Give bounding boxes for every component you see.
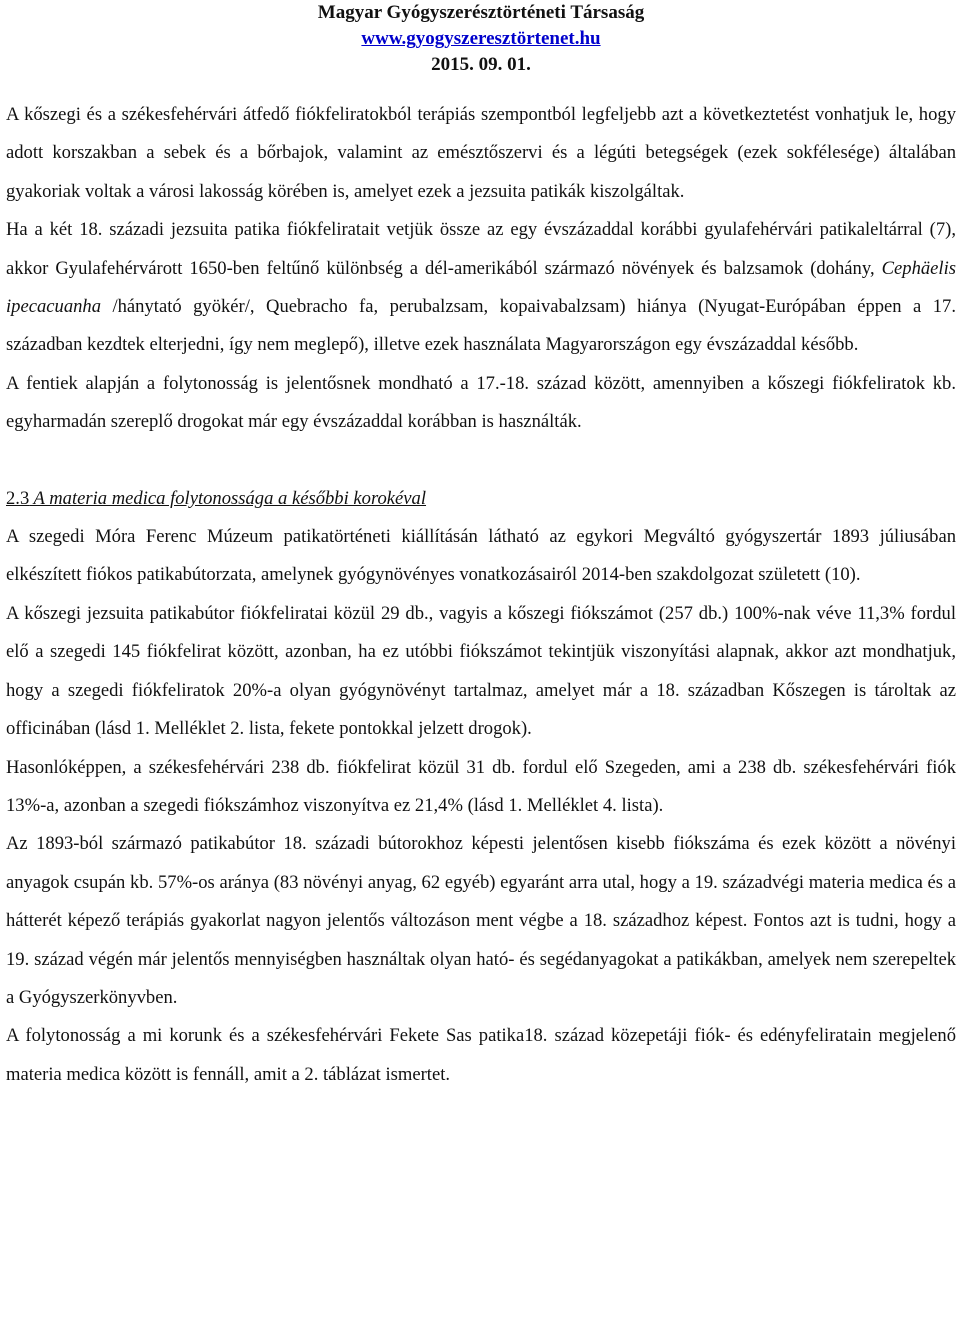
species-name: Cephäelis ipecacuanha [6,257,956,318]
paragraph [6,211,956,365]
page-header [6,0,956,78]
organization-name: Magyar Gyógyszerésztörténeti Társaság [317,2,645,23]
paragraph: Hasonlóképpen, a székesfehérvári 238 db. fiókfelirat közül 31 db. fordul elő Szegeden, ami a 238 db. székesfehérvári fiók 13%-a, azonban a szegedi fiókszámhoz viszonyítva ez 21,4% (lásd 1. Melléklet 4. lista). [6,756,956,816]
section-title: A materia medica folytonossága a későbbi korokéval [29,487,427,509]
paragraph: Az 1893-ból származó patikabútor 18. századi bútorokhoz képesti jelentősen kisebb fiókszáma és ezek között a növényi anyagok csupán kb. 57%-os aránya (83 növényi anyag, 62 egyéb) egyaránt arra utal, hogy a 19. századvégi materia medica és a hátterét képező terápiás gyakorlat nagyon jelentős változáson ment végbe a 18. századhoz képest. Fontos azt is tudni, hogy a 19. század végén már jelentős mennyiségben használtak olyan ható- és segédanyagokat a patikákban, amelyek nem szerepeltek a Gyógyszerkönyvben. [6,833,956,1008]
paragraph: A szegedi Móra Ferenc Múzeum patikatörténeti kiállításán látható az egykori Megváltó gyógyszertár 1893 júliusában elkészített fiókos patikabútorzata, amelynek gyógynövényes vonatkozásairól 2014-ben szakdolgozat született (10). [6,526,956,586]
section-heading [6,480,956,518]
paragraph-text: /hánytató gyökér/, Quebracho fa, perubalzsam, kopaivabalzsam) hiánya (Nyugat-Európában éppen a 17. században kezdtek elterjedni, így nem meglepő), illetve ezek használata Magyarországon egy évszázaddal később. [6,296,956,356]
paragraph: A fentiek alapján a folytonosság is jelentősnek mondható a 17.-18. század között, amennyiben a kőszegi fiókfeliratok kb. egyharmadán szereplő drogokat már egy évszázaddal korábban is használták. [6,372,956,433]
paragraph-text: Ha a két 18. századi jezsuita patika fiókfeliratait vetjük össze az egy évszázaddal korábbi gyulafehérvári patikaleltárral (7), akkor Gyulafehérvárott 1650-ben feltűnő különbség a dél-amerikából származó növények és balzsamok (dohány, [6,219,956,279]
paragraph: A kőszegi és a székesfehérvári átfedő fiókfeliratokból terápiás szempontból legfeljebb azt a következtetést vonhatjuk le, hogy adott korszakban a sebek és a bőrbajok, valamint az emésztőszervi és a légúti betegségek (ezek sokfélesége) általában gyakoriak voltak a városi lakosság körében is, amelyet ezek a jezsuita patikák kiszolgáltak. [6,104,956,202]
spacer [6,442,956,480]
paragraph: A kőszegi jezsuita patikabútor fiókfeliratai közül 29 db., vagyis a kőszegi fiókszámot (257 db.) 100%-nak véve 11,3% fordul elő a szegedi 145 fiókfelirat között, azonban, ha ez utóbbi fiókszámot tekintjük viszonyítási alapnak, akkor azt mondhatjuk, hogy a szegedi fiókfeliratok 20%-a olyan gyógynövényt tartalmaz, amelyet már a 18. században Kőszegen is tároltak az officinában (lásd 1. Melléklet 2. lista, fekete pontokkal jelzett drogok). [6,602,956,740]
document-date: 2015. 09. 01. [431,54,531,75]
paragraph: A folytonosság a mi korunk és a székesfehérvári Fekete Sas patika18. század közepetáji fiók- és edényfeliratain megjelenő materia medica között is fennáll, amit a 2. táblázat ismertet. [6,1025,956,1085]
section-number: 2.3 [6,487,30,509]
document-body [6,96,956,1094]
website-link[interactable]: www.gyogyszeresztörtenet.hu [361,28,601,49]
